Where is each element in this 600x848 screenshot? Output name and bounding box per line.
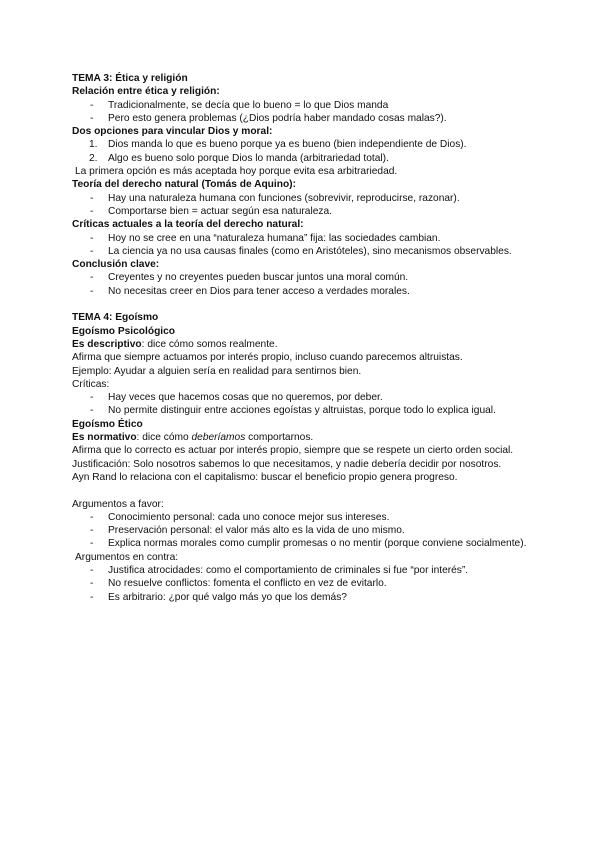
list-item: - Tradicionalmente, se decía que lo bueno = lo que Dios manda — [90, 99, 389, 111]
rel-heading: Relación entre ética y religión: — [72, 86, 220, 98]
psico-criticas-list — [72, 391, 540, 418]
list-item: 2. Algo es bueno solo porque Dios lo manda (arbitrariedad total). — [89, 152, 389, 164]
list-item: - Es arbitrario: ¿por qué valgo más yo que los demás? — [90, 591, 347, 603]
list-item: - No permite distinguir entre acciones egoístas y altruistas, porque todo lo explica igual. — [90, 405, 496, 417]
dos-list — [72, 138, 540, 165]
favor-heading: Argumentos a favor: — [72, 498, 164, 510]
criticas-list — [72, 232, 540, 259]
list-item: - Preservación personal: el valor más alto es la vida de uno mismo. — [90, 525, 405, 537]
dos-heading: Dos opciones para vincular Dios y moral: — [72, 126, 273, 138]
list-item: - No necesitas creer en Dios para tener acceso a verdades morales. — [90, 285, 410, 297]
etico-ayn: Ayn Rand lo relaciona con el capitalismo: buscar el beneficio propio genera progreso. — [72, 471, 458, 483]
list-item: 1. Dios manda lo que es bueno porque ya es bueno (bien independiente de Dios). — [89, 139, 467, 151]
psico-ejemplo: Ejemplo: Ayudar a alguien sería en realidad para sentirnos bien. — [72, 365, 362, 377]
list-item: - Explica normas morales como cumplir promesas o no mentir (porque conviene socialmente). — [90, 538, 527, 550]
psico-afirma: Afirma que siempre actuamos por interés propio, incluso cuando parecemos altruistas. — [72, 352, 463, 364]
etico-afirma: Afirma que lo correcto es actuar por interés propio, siempre que se respete un cierto orden social. — [72, 445, 514, 457]
favor-list — [72, 511, 540, 551]
teoria-heading: Teoría del derecho natural (Tomás de Aquino): — [72, 179, 296, 191]
list-item: - Pero esto genera problemas (¿Dios podría haber mandado cosas malas?). — [90, 112, 447, 124]
contra-list — [72, 564, 540, 604]
etico-desc: Es normativo: dice cómo deberíamos comportarnos. — [72, 432, 314, 444]
teoria-list — [72, 192, 540, 219]
list-item: - Conocimiento personal: cada uno conoce mejor sus intereses. — [90, 511, 390, 523]
psico-heading: Egoísmo Psicológico — [72, 325, 176, 337]
etico-heading: Egoísmo Ético — [72, 418, 143, 430]
conclusion-heading: Conclusión clave: — [72, 259, 160, 271]
list-item: - La ciencia ya no usa causas finales (como en Aristóteles), sino mecanismos observables. — [90, 245, 512, 257]
psico-desc: Es descriptivo: dice cómo somos realmente. — [72, 338, 278, 350]
spacer — [72, 484, 540, 497]
list-item: - Creyentes y no creyentes pueden buscar juntos una moral común. — [90, 272, 409, 284]
list-item: - Hoy no se cree en una “naturaleza humana” fija: las sociedades cambian. — [90, 232, 441, 244]
contra-heading: Argumentos en contra: — [75, 551, 179, 563]
psico-criticas-label: Críticas: — [72, 378, 110, 390]
criticas-heading: Críticas actuales a la teoría del derecho natural: — [72, 219, 304, 231]
list-item: - No resuelve conflictos: fomenta el conflicto en vez de evitarlo. — [90, 578, 387, 590]
rel-list — [72, 99, 540, 126]
list-item: - Hay veces que hacemos cosas que no queremos, por deber. — [90, 392, 383, 404]
tema3-title — [72, 72, 540, 85]
list-item: - Justifica atrocidades: como el comportamiento de criminales si fue “por interés”. — [90, 564, 469, 576]
tema3-title-rest: Ética y religión — [112, 73, 188, 84]
etico-justificacion: Justificación: Solo nosotros sabemos lo que necesitamos, y nadie debería decidir por nosotros. — [72, 458, 502, 470]
list-item: - Comportarse bien = actuar según esa naturaleza. — [90, 205, 332, 217]
conclusion-list — [72, 271, 540, 298]
spacer — [72, 298, 540, 311]
tema3-title-bold: TEMA 3: — [72, 73, 113, 84]
tema4-title: TEMA 4: Egoísmo — [72, 312, 159, 324]
list-item: - Hay una naturaleza humana con funciones (sobrevivir, reproducirse, razonar). — [90, 192, 460, 204]
dos-note: La primera opción es más aceptada hoy porque evita esa arbitrariedad. — [75, 166, 398, 178]
